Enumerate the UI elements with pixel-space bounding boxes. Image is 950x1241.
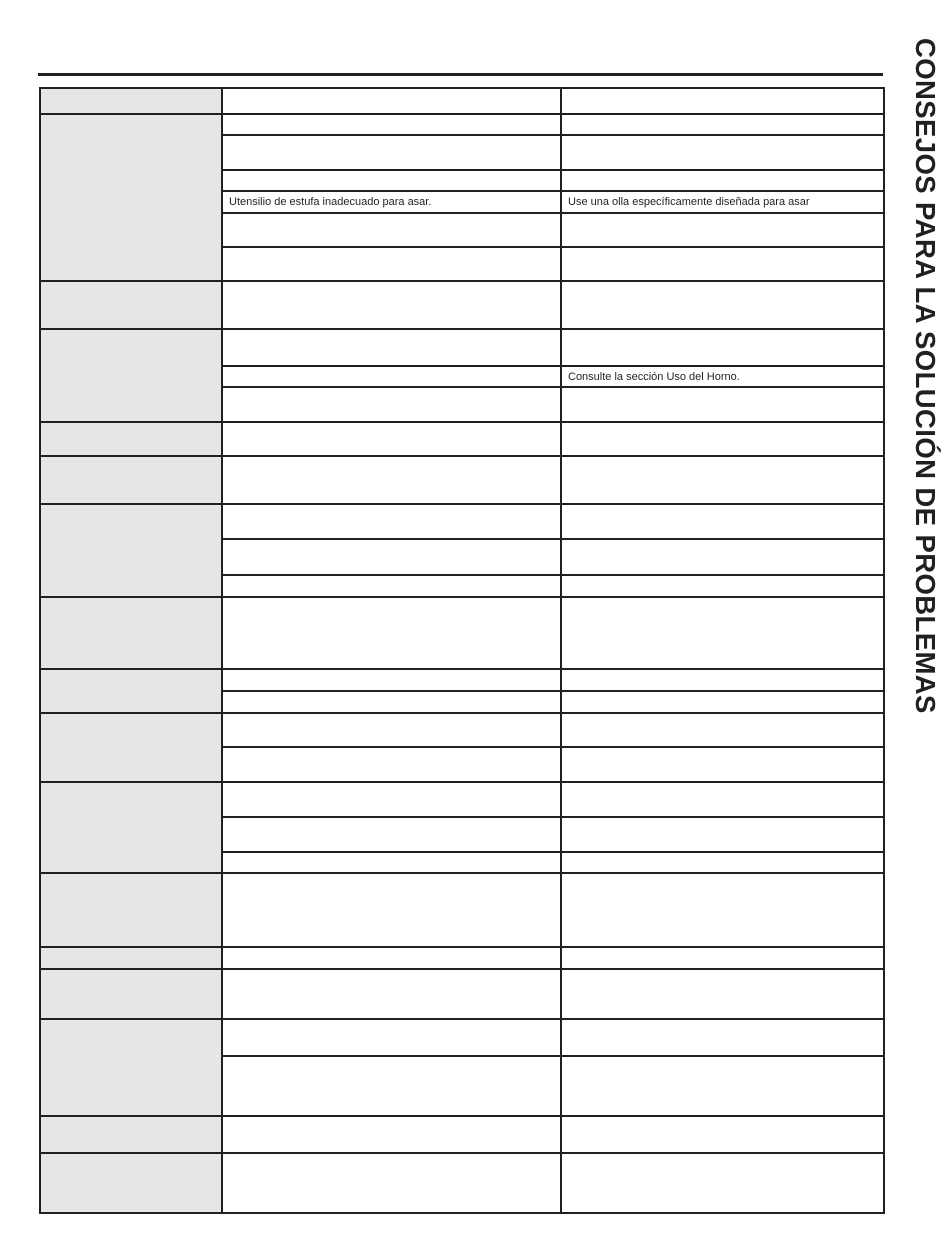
table-row (40, 329, 884, 366)
remedy-cell (561, 114, 884, 135)
remedy-cell (561, 817, 884, 852)
cause-cell (222, 852, 561, 873)
header-remedy (561, 88, 884, 114)
remedy-cell (561, 691, 884, 713)
problem-cell (40, 597, 222, 669)
cause-cell (222, 747, 561, 782)
side-title (896, 38, 946, 798)
remedy-cell (561, 1019, 884, 1056)
problem-cell (40, 1019, 222, 1116)
table-row (40, 782, 884, 817)
table-row (40, 713, 884, 747)
problem-cell (40, 281, 222, 329)
cause-cell (222, 329, 561, 366)
table-row (40, 456, 884, 504)
problem-cell (40, 713, 222, 782)
cause-cell (222, 213, 561, 247)
table-row (40, 873, 884, 947)
cause-cell (222, 281, 561, 329)
table-row (40, 1153, 884, 1213)
cause-cell (222, 135, 561, 170)
top-rule (38, 73, 883, 76)
remedy-cell (561, 852, 884, 873)
cause-cell (222, 422, 561, 456)
remedy-cell (561, 135, 884, 170)
remedy-cell (561, 782, 884, 817)
remedy-cell (561, 504, 884, 539)
cause-cell (222, 1116, 561, 1153)
remedy-cell (561, 597, 884, 669)
remedy-cell (561, 281, 884, 329)
problem-cell (40, 422, 222, 456)
cause-cell (222, 782, 561, 817)
remedy-cell (561, 947, 884, 969)
cause-cell (222, 247, 561, 281)
cause-cell (222, 969, 561, 1019)
remedy-cell (561, 213, 884, 247)
problem-cell (40, 114, 222, 281)
problem-cell (40, 456, 222, 504)
cause-cell (222, 873, 561, 947)
remedy-cell (561, 713, 884, 747)
remedy-cell: Consulte la sección Uso del Horno. (561, 366, 884, 387)
cause-cell (222, 597, 561, 669)
cause-cell (222, 1056, 561, 1116)
remedy-cell (561, 1153, 884, 1213)
problem-cell (40, 504, 222, 597)
remedy-cell (561, 575, 884, 597)
remedy-cell (561, 387, 884, 422)
cause-cell: Utensilio de estufa inadecuado para asar. (222, 191, 561, 213)
cause-cell (222, 691, 561, 713)
cause-cell (222, 817, 561, 852)
remedy-cell (561, 539, 884, 575)
problem-cell (40, 1116, 222, 1153)
remedy-cell (561, 422, 884, 456)
header-problem (40, 88, 222, 114)
remedy-cell (561, 456, 884, 504)
cause-cell (222, 669, 561, 691)
problem-cell (40, 782, 222, 873)
table-row (40, 1019, 884, 1056)
remedy-cell (561, 329, 884, 366)
remedy-cell (561, 969, 884, 1019)
remedy-cell (561, 873, 884, 947)
remedy-cell: Use una olla específicamente diseñada para asar (561, 191, 884, 213)
table-row (40, 504, 884, 539)
table-row (40, 669, 884, 691)
problem-cell (40, 329, 222, 422)
table-row (40, 1116, 884, 1153)
problem-cell (40, 669, 222, 713)
cause-cell (222, 366, 561, 387)
cause-cell (222, 1153, 561, 1213)
cause-cell (222, 539, 561, 575)
table-row (40, 947, 884, 969)
cause-cell (222, 114, 561, 135)
table-header-row (40, 88, 884, 114)
remedy-cell (561, 669, 884, 691)
remedy-cell (561, 170, 884, 191)
table-row (40, 422, 884, 456)
cause-cell (222, 947, 561, 969)
table-row (40, 114, 884, 135)
cause-cell (222, 170, 561, 191)
cause-cell (222, 713, 561, 747)
troubleshooting-table (39, 87, 885, 1214)
remedy-cell (561, 1116, 884, 1153)
table-row (40, 597, 884, 669)
remedy-cell (561, 747, 884, 782)
remedy-cell (561, 1056, 884, 1116)
table-row (40, 281, 884, 329)
problem-cell (40, 969, 222, 1019)
table-row (40, 969, 884, 1019)
remedy-cell (561, 247, 884, 281)
cause-cell (222, 1019, 561, 1056)
cause-cell (222, 504, 561, 539)
header-cause (222, 88, 561, 114)
side-title-text: CONSEJOS PARA LA SOLUCIÓN DE PROBLEMAS (910, 38, 941, 714)
problem-cell (40, 1153, 222, 1213)
cause-cell (222, 387, 561, 422)
problem-cell (40, 947, 222, 969)
problem-cell (40, 873, 222, 947)
cause-cell (222, 575, 561, 597)
cause-cell (222, 456, 561, 504)
